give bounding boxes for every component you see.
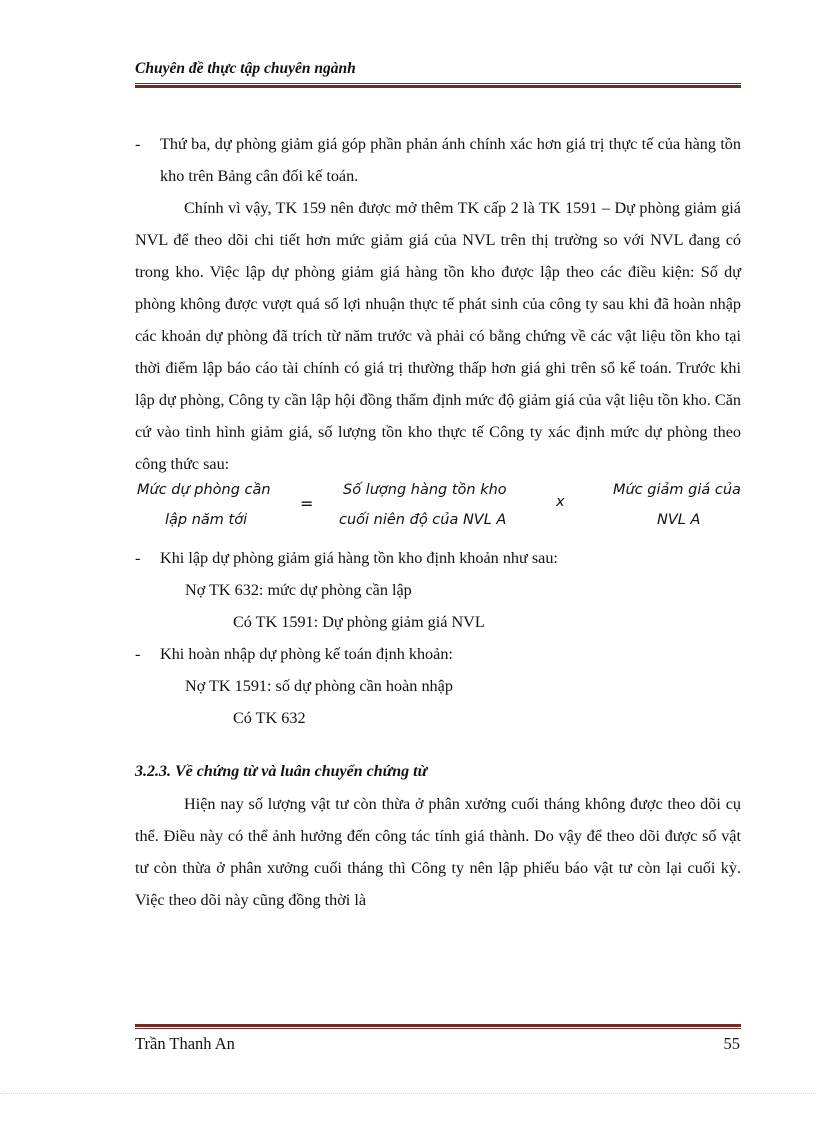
bullet-dash: -	[135, 645, 141, 663]
bullet-dash: -	[135, 549, 141, 567]
formula-right-line1: Mức giảm giá của	[613, 482, 741, 498]
formula-times: x	[556, 494, 565, 510]
footer-author: Trần Thanh An	[135, 1034, 235, 1053]
running-header-title: Chuyên đề thực tập chuyên ngành	[135, 60, 356, 77]
page-number: 55	[723, 1034, 740, 1053]
formula-right-line2: NVL A	[657, 512, 701, 528]
header-rule	[135, 83, 741, 88]
journal-entry-credit: Có TK 632	[233, 709, 306, 727]
section-heading: 3.2.3. Về chứng từ và luân chuyển chứng từ	[135, 763, 428, 780]
formula-equals: =	[300, 494, 314, 513]
body-paragraph: Chính vì vậy, TK 159 nên được mở thêm TK cấp 2 là TK 1591 – Dự phòng giảm giá NVL để theo dõi chi tiết hơn mức giảm giá của NVL trên thị trường so với NVL đang có trong kho. Việc lập dự phòng giảm giá hàng tồn kho được lập theo các điều kiện: Số dự phòng không được vượt quá số lợi nhuận thực tế phát sinh của công ty sau khi đã hoàn nhập các khoản dự phòng đã trích từ năm trước và phải có bằng chứng về các vật liệu tồn kho tại thời điểm lập báo cáo tài chính có giá trị thường thấp hơn giá ghi trên sổ kế toán. Trước khi lập dự phòng, Công ty cần lập hội đồng thẩm định mức độ giảm giá của vật liệu tồn kho. Căn cứ vào tình hình giảm giá, số lượng tồn kho thực tế Công ty xác định mức dự phòng theo công thức sau:	[135, 199, 741, 473]
bullet-item	[135, 128, 741, 192]
bullet-dash: -	[135, 135, 141, 153]
formula-mid-line2: cuối niên độ của NVL A	[339, 512, 507, 528]
body-paragraph: Hiện nay số lượng vật tư còn thừa ở phân xưởng cuối tháng không được theo dõi cụ thể. Điều này có thể ảnh hưởng đến công tác tính giá thành. Do vậy để theo dõi được số vật tư còn thừa ở phân xưởng cuối tháng thì Công ty nên lập phiếu báo vật tư còn lại cuối kỳ. Việc theo dõi này cũng đồng thời là	[135, 795, 741, 909]
page-content	[135, 128, 741, 916]
bullet-text: Thứ ba, dự phòng giảm giá góp phần phản ánh chính xác hơn giá trị thực tế của hàng tồn kho trên Bảng cân đối kế toán.	[160, 135, 741, 185]
footer-rule	[135, 1024, 741, 1029]
journal-entry-debit: Nợ TK 1591: số dự phòng cần hoàn nhập	[185, 677, 453, 695]
bullet-item	[135, 638, 741, 670]
page-bottom-dotted-border	[0, 1093, 816, 1094]
bullet-text: Khi hoàn nhập dự phòng kế toán định khoản:	[160, 645, 453, 663]
formula-mid-line1: Số lượng hàng tồn kho	[343, 482, 507, 498]
formula-left-line2: lập năm tới	[165, 512, 248, 528]
journal-entry-debit: Nợ TK 632: mức dự phòng cần lập	[185, 581, 412, 599]
formula	[135, 480, 741, 542]
journal-entry-credit: Có TK 1591: Dự phòng giảm giá NVL	[233, 613, 485, 631]
formula-left-line1: Mức dự phòng cần	[137, 482, 271, 498]
bullet-text: Khi lập dự phòng giảm giá hàng tồn kho định khoản như sau:	[160, 549, 558, 567]
bullet-item	[135, 542, 741, 574]
